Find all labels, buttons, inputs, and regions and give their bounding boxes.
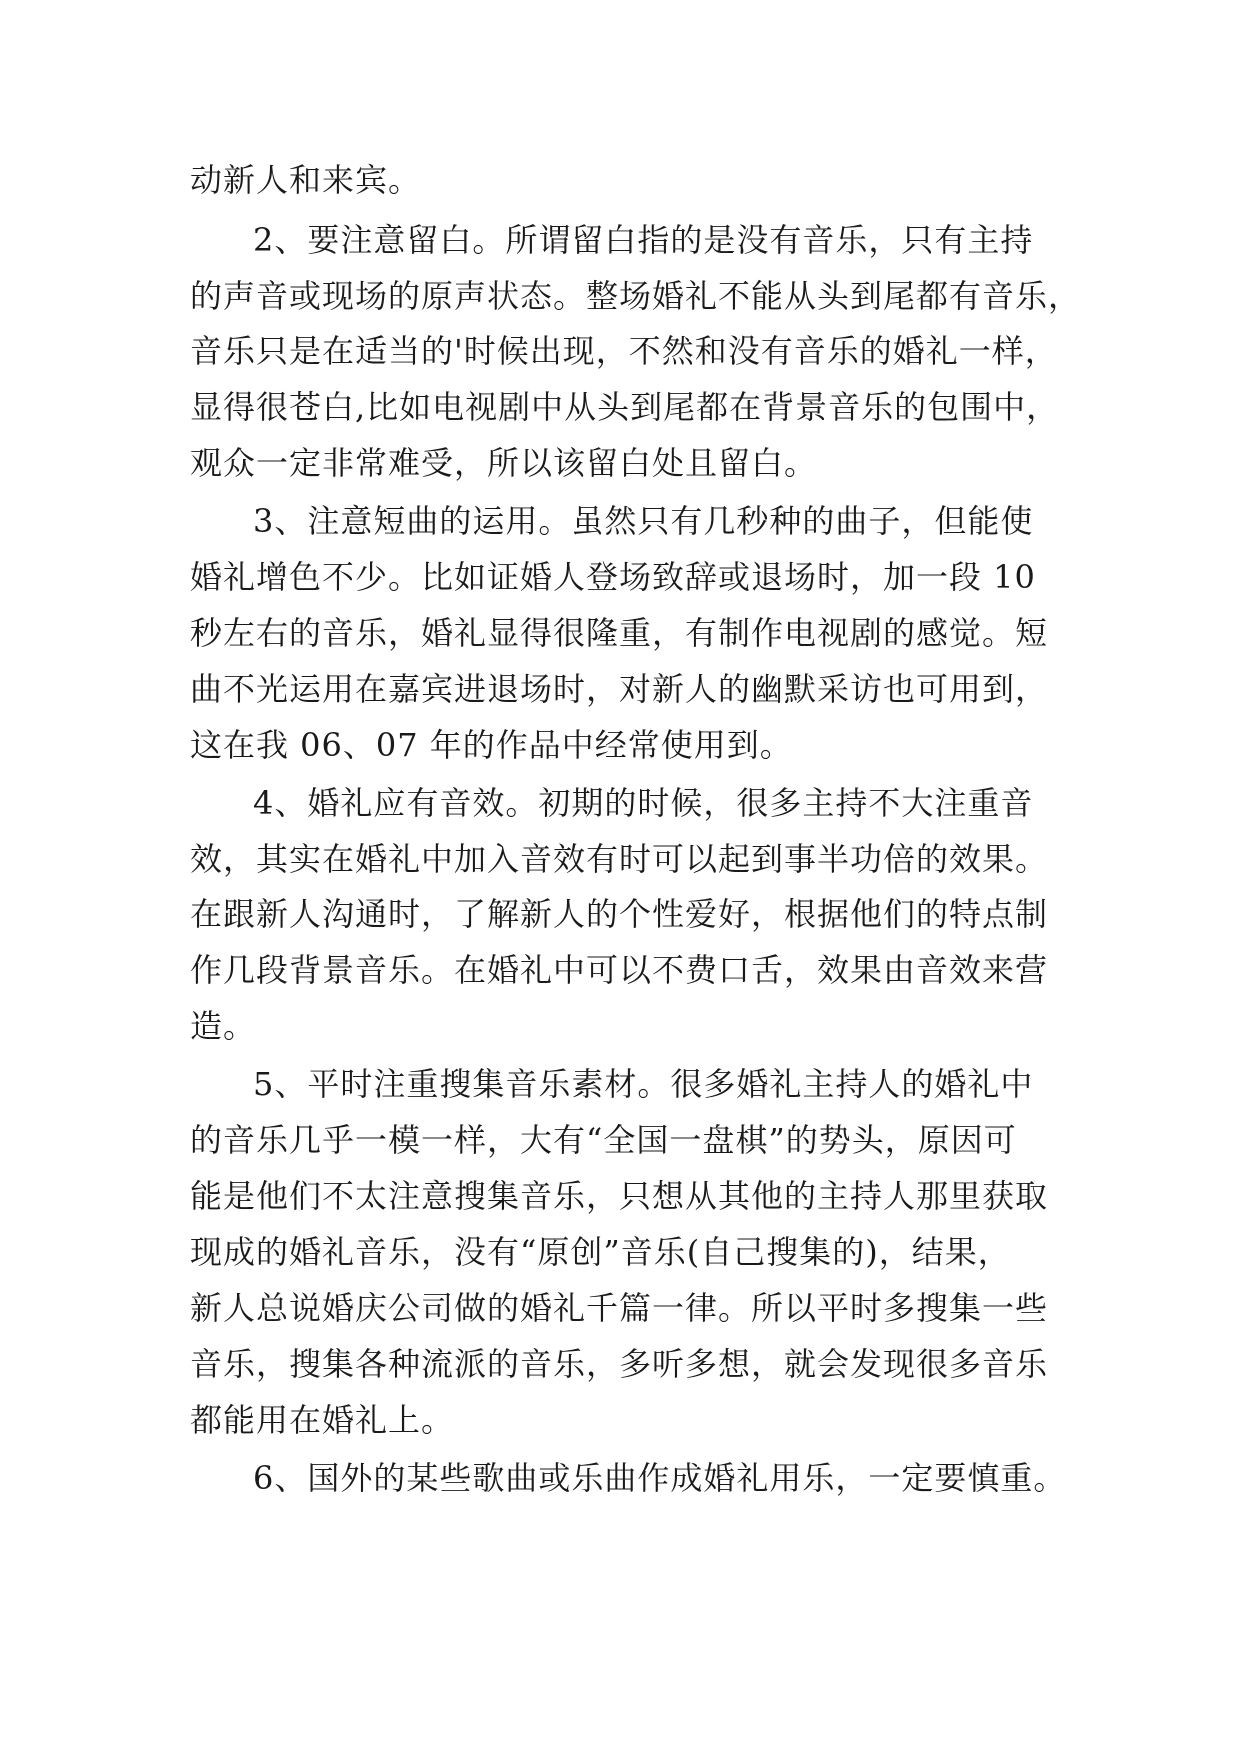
text-line: 新人总说婚庆公司做的婚礼千篇一律。所以平时多搜集一些 — [190, 1289, 1049, 1327]
text-line: 现成的婚礼音乐，没有“原创”音乐(自己搜集的)，结果， — [190, 1233, 1011, 1271]
paragraph-start-5: 5、平时注重搜集音乐素材。很多婚礼主持人的婚礼中 — [253, 1065, 1034, 1103]
text-line: 这在我 06、07 年的作品中经常使用到。 — [190, 726, 793, 764]
text-line: 曲不光运用在嘉宾进退场时，对新人的幽默采访也可用到， — [190, 670, 1049, 708]
text-line: 观众一定非常难受，所以该留白处且留白。 — [190, 444, 818, 482]
paragraph-start-4: 4、婚礼应有音效。初期的时候，很多主持不大注重音 — [253, 784, 1034, 822]
text-line: 的音乐几乎一模一样，大有“全国一盘棋”的势头，原因可 — [190, 1121, 1017, 1159]
text-line: 婚礼增色不少。比如证婚人登场致辞或退场时，加一段 10 — [190, 558, 1036, 596]
text-line: 动新人和来宾。 — [190, 161, 422, 199]
paragraph-start-3: 3、注意短曲的运用。虽然只有几秒种的曲子，但能使 — [253, 502, 1034, 540]
text-line: 作几段背景音乐。在婚礼中可以不费口舌，效果由音效来营 — [190, 951, 1049, 989]
text-line: 效，其实在婚礼中加入音效有时可以起到事半功倍的效果。 — [190, 840, 1049, 878]
text-line: 显得很苍白,比如电视剧中从头到尾都在背景音乐的包围中， — [190, 388, 1060, 426]
text-line: 音乐，搜集各种流派的音乐，多听多想，就会发现很多音乐 — [190, 1345, 1049, 1383]
text-line: 秒左右的音乐，婚礼显得很隆重，有制作电视剧的感觉。短 — [190, 614, 1049, 652]
paragraph-start-6: 6、国外的某些歌曲或乐曲作成婚礼用乐，一定要慎重。 — [253, 1459, 1067, 1497]
text-line: 能是他们不太注意搜集音乐，只想从其他的主持人那里获取 — [190, 1177, 1049, 1215]
text-line: 的声音或现场的原声状态。整场婚礼不能从头到尾都有音乐， — [190, 277, 1082, 315]
text-line: 造。 — [190, 1007, 257, 1045]
text-line: 在跟新人沟通时，了解新人的个性爱好，根据他们的特点制 — [190, 895, 1049, 933]
paragraph-start-2: 2、要注意留白。所谓留白指的是没有音乐，只有主持 — [253, 221, 1034, 259]
text-line: 音乐只是在适当的'时候出现，不然和没有音乐的婚礼一样， — [190, 332, 1058, 370]
text-line: 都能用在婚礼上。 — [190, 1401, 455, 1439]
